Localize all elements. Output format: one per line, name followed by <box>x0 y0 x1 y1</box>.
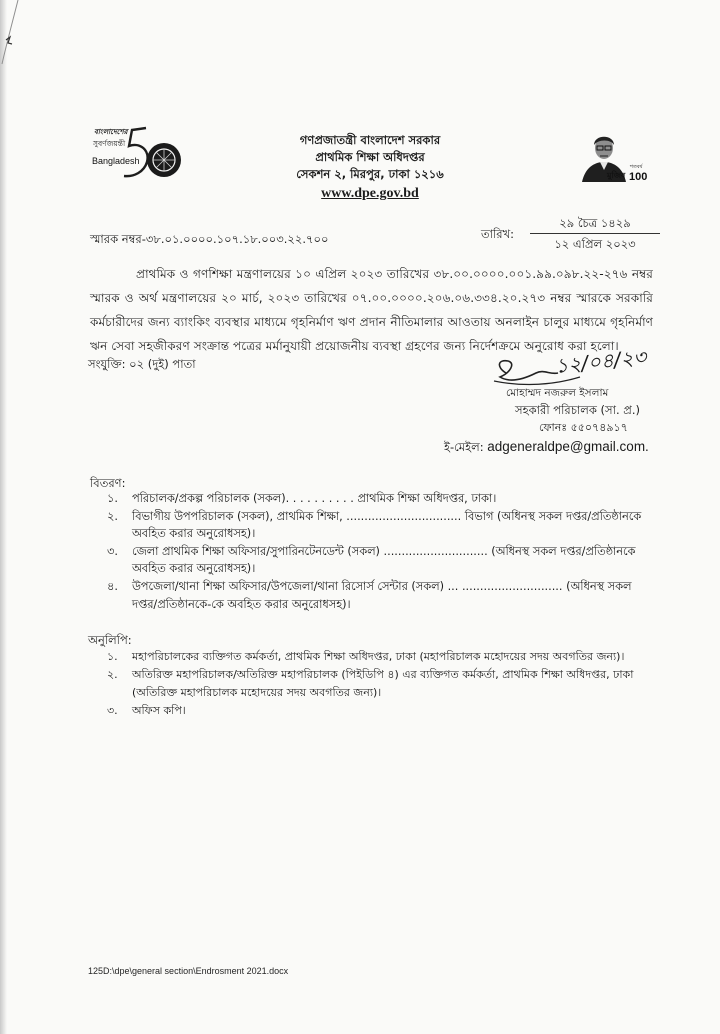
item-number: ১. <box>107 650 118 663</box>
page-edge-shadow <box>0 0 7 1034</box>
office-address: সেকশন ২, মিরপুর, ঢাকা ১২১৬ <box>296 167 444 181</box>
page-corner-mark <box>0 0 30 75</box>
item-text: পরিচালক/প্রকল্প পরিচালক (সকল). . . . . . . . . . প্রাথমিক শিক্ষা অধিদপ্তর, ঢাকা। <box>132 492 497 505</box>
website-address: www.dpe.gov.bd <box>321 186 419 201</box>
item-number: ২. <box>107 668 118 681</box>
logo-left-line2: সুবর্ণজয়ন্তী <box>93 139 126 148</box>
government-name: গণপ্রজাতন্ত্রী বাংলাদেশ সরকার <box>299 133 441 147</box>
logo-right-line2: শতবর্ষ <box>630 164 643 170</box>
date-label: তারিখ: <box>481 227 515 241</box>
email-address: adgeneraldpe@gmail.com. <box>487 439 649 454</box>
file-path-footer: 125D:\dpe\general section\Endrosment 2021.docx <box>88 966 289 976</box>
copies-list <box>107 648 659 720</box>
letter-body: প্রাথমিক ও গণশিক্ষা মন্ত্রণালয়ের ১০ এপ্রিল ২০২৩ তারিখের ৩৮.০০.০০০০.০০১.৯৯.০৯৮.২২-২৭৬ নম্বর স্মারক ও অর্থ মন্ত্রণালয়ের ২০ মার্চ, ২০২৩ তারিখের ০৭.০০.০০০০.২০৬.০৬.৩৩৪.২০.২৭৩ নম্বর স্মারকে সরকারি কর্মচারীদের জন্য ব্যাংকিং ব্যবস্থার মাধ্যমে গৃহনির্মাণ ঋণ প্রদান নীতিমালার আওতায় অনলাইন চালুর মাধ্যমে গৃহনির্মাণ ঋন সেবা সহজীকরণ সংক্রান্ত পত্রের মর্মানুযায়ী প্রয়োজনীয় ব্যবস্থা গ্রহণের জন্য নির্দেশক্রমে অনুরোধ করা হলো। <box>90 267 653 353</box>
list-item <box>107 490 659 508</box>
list-item <box>107 648 659 666</box>
item-number: ৩. <box>107 704 118 717</box>
logo-left-line3: Bangladesh <box>92 156 140 166</box>
item-number: ৩. <box>107 544 118 558</box>
signature-date: ১২/০৪/২৩ <box>554 344 648 378</box>
golden-jubilee-logo <box>84 122 184 184</box>
item-text: অফিস কপি। <box>132 704 186 717</box>
list-item <box>107 666 659 702</box>
letterhead <box>262 132 478 204</box>
email-label: ই-মেইল: <box>444 440 484 454</box>
distribution-list <box>107 490 659 613</box>
logo-right-line1: মুজিব <box>607 171 626 180</box>
list-item <box>107 508 659 543</box>
item-text: জেলা প্রাথমিক শিক্ষা অফিসার/সুপারিনটেনডেন্ট (সকল) ............................. (অধিনস্থ সকল দপ্তর/প্রতিষ্ঠানকে অবহিত করার অনুরোধসহ)। <box>132 544 636 576</box>
item-text: মহাপরিচালকের ব্যক্তিগত কর্মকর্তা, প্রাথমিক শিক্ষা অধিদপ্তর, ঢাকা (মহাপরিচালক মহোদয়ের সদয় অবগতির জন্য)। <box>132 650 625 663</box>
office-name: প্রাথমিক শিক্ষা অধিদপ্তর <box>315 150 425 164</box>
item-text: বিভাগীয় উপপরিচালক (সকল), প্রাথমিক শিক্ষা, ................................ বিভাগ (অধিনস্থ সকল দপ্তর/প্রতিষ্ঠানকে অবহিত করার অনুরোধসহ)। <box>132 509 642 541</box>
item-text: উপজেলা/থানা শিক্ষা অফিসার/উপজেলা/থানা রিসোর্স সেন্টার (সকল) ... ............................ (অধিনস্থ সকল দপ্তর/প্রতিষ্ঠানকে-কে অবহিত করার অনুরোধসহ)। <box>132 579 632 611</box>
item-number: ১. <box>107 492 118 505</box>
item-text: অতিরিক্ত মহাপরিচালক/অতিরিক্ত মহাপরিচালক (পিইডিপি ৪) এর ব্যক্তিগত কর্মকর্তা, প্রাথমিক শিক্ষা অধিদপ্তর, ঢাকা (অতিরিক্ত মহাপরিচালক মহোদয়ের সদয় অবগতির জন্য)। <box>132 668 634 699</box>
distribution-heading: বিতরণ: <box>90 476 126 490</box>
mujib-centenary-logo <box>578 126 658 184</box>
bangla-date: ২৯ চৈত্র ১৪২৯ <box>530 215 660 234</box>
list-item <box>107 543 659 578</box>
logo-right-number: 100 <box>629 171 648 183</box>
item-number: ৪. <box>107 579 118 593</box>
list-item <box>107 578 659 613</box>
gregorian-date: ১২ এপ্রিল ২০২৩ <box>554 237 636 251</box>
list-item <box>107 702 659 720</box>
signatory-designation: সহকারী পরিচালক (সা. প্র.) <box>515 403 640 417</box>
copies-heading: অনুলিপি: <box>88 633 132 647</box>
signatory-phone: ফোনঃ ৫৫০৭৪৯১৭ <box>539 421 628 434</box>
signatory-email <box>444 438 714 456</box>
logo-five-digit <box>124 128 148 176</box>
logo-left-line1: বাংলাদেশের <box>94 128 128 136</box>
attachment-note: সংযুক্তি: ০২ (দুই) পাতা <box>88 357 196 371</box>
memo-number: স্মারক নম্বর-৩৮.০১.০০০০.১০৭.১৮.০০৩.২২.৭০০ <box>90 232 329 246</box>
item-number: ২. <box>107 509 118 523</box>
signatory-name: মোহাম্মদ নজরুল ইসলাম <box>506 387 609 399</box>
date-block <box>530 215 660 253</box>
